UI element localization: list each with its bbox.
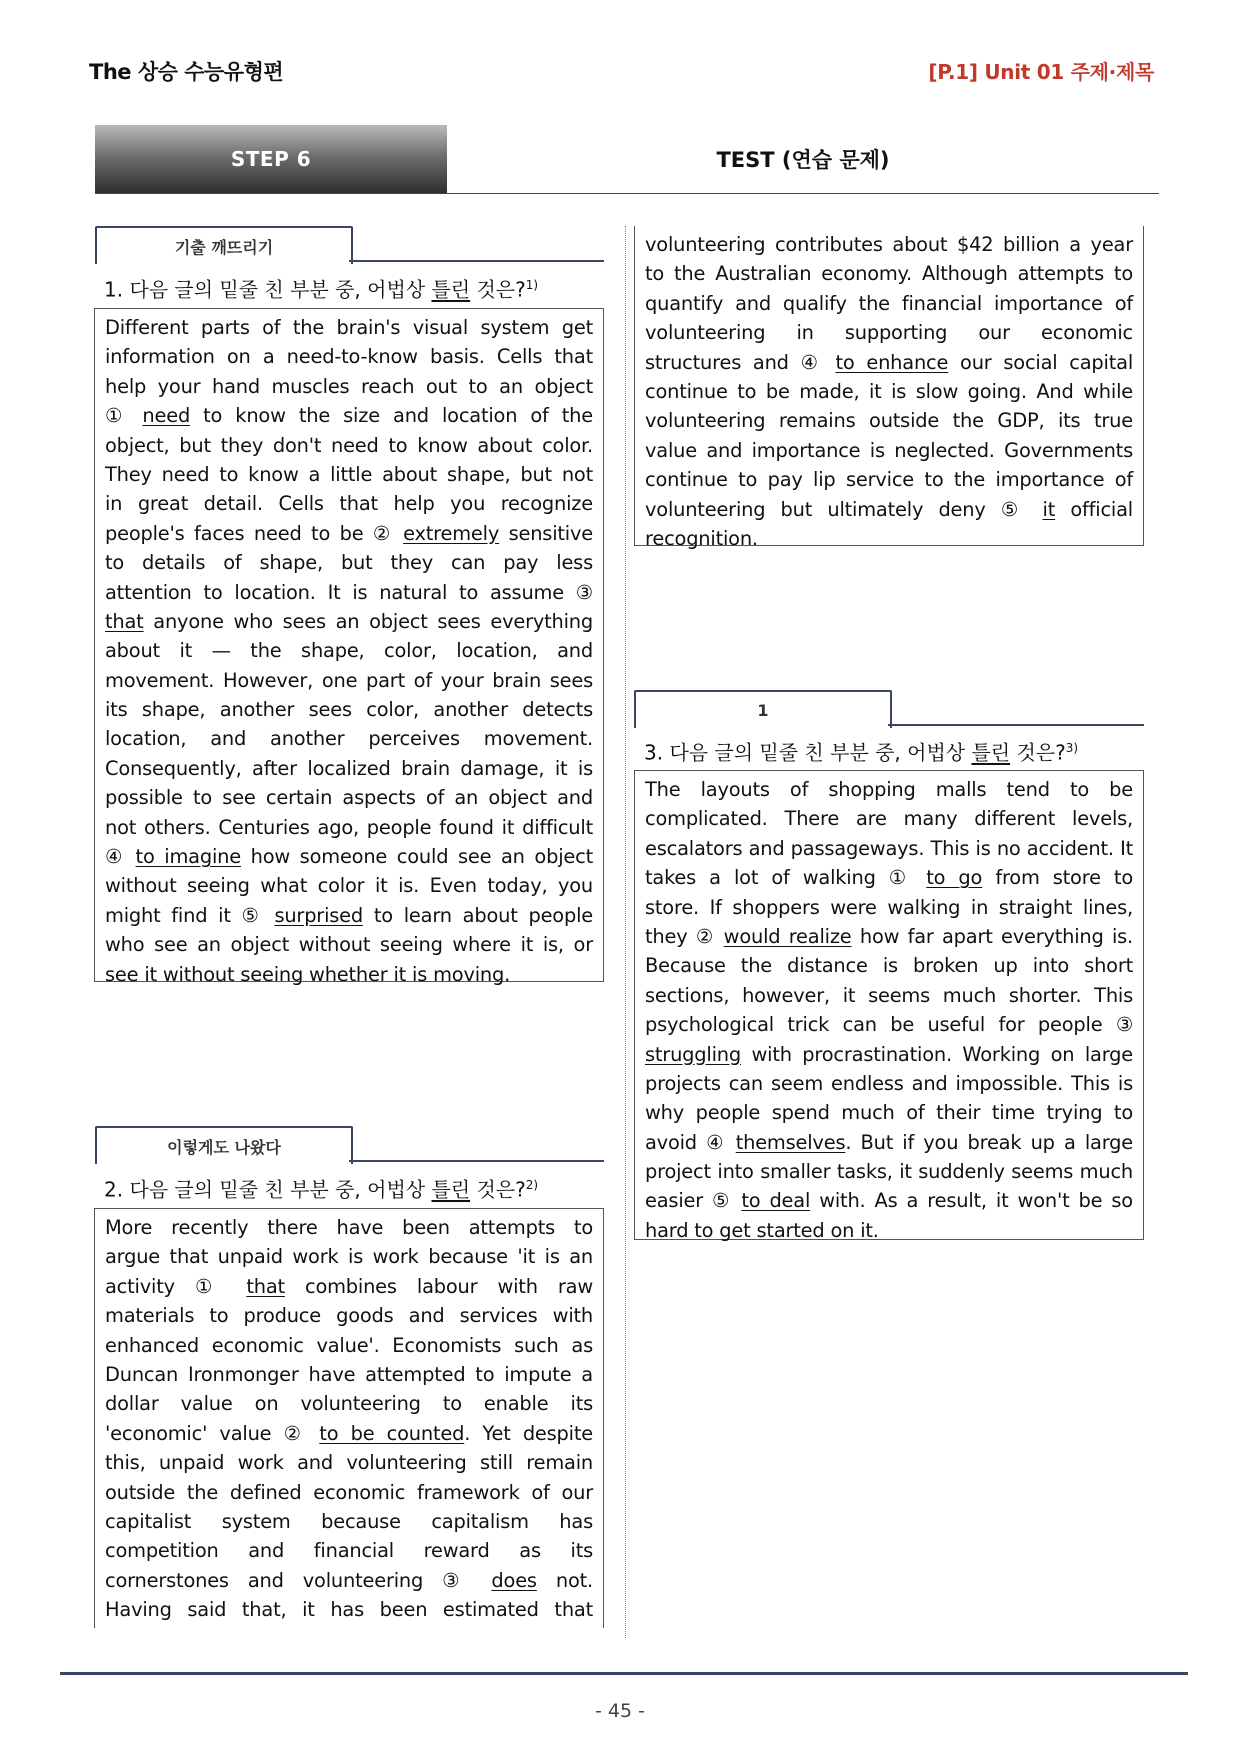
q2-prompt-emphasis: 틀린: [431, 1177, 471, 1202]
passage-line: to details of shape, but they can pay less: [105, 551, 593, 575]
q3-tab-rule: [888, 724, 1144, 726]
passage-line: might find it ⑤ surprised to learn about people: [105, 903, 593, 927]
passage-line: avoid ④ themselves. But if you break up a large: [645, 1130, 1133, 1154]
q1-tab-rule: [349, 260, 604, 262]
passage-line: sections, however, it seems much shorter. This: [645, 983, 1133, 1007]
q3-prompt: [644, 733, 1078, 768]
q2-passage: [94, 1208, 604, 1628]
q2-prompt: [104, 1170, 538, 1205]
passage-line: materials to produce goods and services with: [105, 1304, 593, 1328]
passage-line: structures and ④ to enhance our social capital: [645, 350, 1134, 374]
passage-line: cornerstones and volunteering ③ does not.: [105, 1568, 593, 1592]
q1-passage: [94, 308, 604, 986]
q3-tab: 1: [634, 690, 892, 728]
passage-line: why people spend much of their time trying to: [645, 1101, 1133, 1125]
answer-choice-underline: it: [1042, 497, 1056, 521]
passage-line: escalators and passageways. This is no accident. It: [645, 836, 1133, 860]
q2-passage-continued: [634, 226, 1144, 550]
passage-line: Consequently, after localized brain damage, it is: [105, 756, 593, 780]
test-title: TEST (연습 문제): [716, 148, 890, 172]
passage-line: quantify and qualify the financial importance of: [645, 291, 1133, 315]
passage-line: enhanced economic value'. Economists such as: [105, 1333, 593, 1357]
answer-choice-underline: extremely: [403, 521, 500, 545]
passage-line: psychological trick can be useful for people ③: [645, 1013, 1133, 1037]
passage-line: The layouts of shopping malls tend to be: [645, 778, 1133, 801]
passage-line: More recently there have been attempts to: [105, 1216, 593, 1239]
q3-prompt-suffix: 것은?: [1010, 740, 1066, 765]
passage-line: people's faces need to be ② extremely sensitive: [105, 521, 593, 545]
passage-line: continue to pay lip service to the importance of: [645, 468, 1133, 492]
q3-footnote: 3): [1065, 741, 1079, 755]
passage-line: volunteering but ultimately deny ⑤ it official: [645, 497, 1133, 521]
passage-line: who see an object without seeing where it is, or: [105, 933, 593, 957]
passage-line: attention to location. It is natural to assume ③: [105, 580, 593, 604]
footer-divider: [60, 1672, 1188, 1675]
q3-prompt-emphasis: 틀린: [971, 740, 1011, 765]
q1-prompt-emphasis: 틀린: [431, 277, 471, 302]
passage-line: capitalist system because capitalism has: [105, 1509, 593, 1533]
passage-line: in great detail. Cells that help you recognize: [105, 492, 593, 516]
passage-line: project into smaller tasks, it suddenly seems much: [645, 1160, 1133, 1184]
passage-line: movement. However, one part of your brain sees: [105, 668, 593, 692]
passage-line: easier ⑤ to deal with. As a result, it won't be so: [645, 1189, 1133, 1213]
passage-line: struggling with procrastination. Working on large: [645, 1042, 1133, 1066]
answer-choice-underline: need: [142, 404, 191, 428]
q2-prompt-suffix: 것은?: [470, 1177, 526, 1202]
q3-passage: [634, 770, 1144, 1240]
q1-prompt-suffix: 것은?: [470, 277, 526, 302]
passage-line: its shape, another sees color, another detects: [105, 698, 593, 722]
passage-line: competition and financial reward as its: [105, 1539, 593, 1563]
passage-line: volunteering remains outside the GDP, its true: [645, 409, 1133, 433]
passage-line: dollar value on volunteering to enable its: [105, 1392, 593, 1416]
answer-choice-underline: to be counted: [319, 1421, 465, 1445]
passage-line: Having said that, it has been estimated that: [105, 1598, 593, 1622]
answer-choice-underline: that: [105, 609, 144, 633]
book-title: The 상승 수능유형편: [89, 60, 284, 84]
answer-choice-underline: would realize: [723, 924, 852, 948]
answer-choice-underline: does: [491, 1568, 537, 1592]
passage-line: store. If shoppers were walking in straight lines,: [645, 895, 1133, 919]
answer-choice-underline: struggling: [645, 1042, 741, 1066]
passage-line: outside the defined economic framework of our: [105, 1480, 593, 1504]
passage-line: without seeing what color it is. Even today, you: [105, 874, 593, 898]
q2-footnote: 2): [525, 1178, 539, 1192]
passage-line: 'economic' value ② to be counted. Yet despite: [105, 1421, 593, 1445]
passage-line: about it — the shape, color, location, and: [105, 639, 593, 663]
title-divider: [95, 193, 1159, 194]
passage-line: see it without seeing whether it is moving.: [105, 962, 511, 986]
passage-line: recognition.: [645, 526, 758, 550]
passage-line: takes a lot of walking ① to go from store to: [645, 866, 1133, 890]
column-divider: [625, 226, 626, 1638]
passage-line: Different parts of the brain's visual system get: [105, 316, 593, 339]
passage-line: continue to be made, it is slow going. And while: [645, 379, 1133, 403]
passage-line: information on a need-to-know basis. Cells that: [105, 345, 593, 369]
answer-choice-underline: to enhance: [835, 350, 949, 374]
passage-line: to the Australian economy. Although attempts to: [645, 262, 1133, 286]
passage-line: ① need to know the size and location of the: [105, 404, 593, 428]
passage-line: possible to see certain aspects of an object and: [105, 786, 593, 810]
answer-choice-underline: to deal: [741, 1189, 811, 1213]
passage-line: volunteering contributes about $42 billion a year: [645, 233, 1133, 256]
q2-tab: 이렇게도 나왔다: [95, 1126, 353, 1164]
passage-line: projects can seem endless and impossible. This is: [645, 1071, 1133, 1095]
passage-line: ④ to imagine how someone could see an object: [105, 845, 593, 869]
passage-line: this, unpaid work and volunteering still remain: [105, 1451, 593, 1475]
passage-line: Duncan Ironmonger have attempted to impute a: [105, 1362, 593, 1386]
q1-prompt-text: 1. 다음 글의 밑줄 친 부분 중, 어법상: [104, 277, 432, 302]
passage-line: volunteering in supporting our economic: [645, 321, 1133, 345]
passage-line: object, but they don't need to know about color.: [105, 433, 593, 457]
q3-prompt-text: 3. 다음 글의 밑줄 친 부분 중, 어법상: [644, 740, 972, 765]
passage-line: value and importance is neglected. Governments: [645, 438, 1133, 462]
answer-choice-underline: themselves: [735, 1130, 846, 1154]
q2-prompt-text: 2. 다음 글의 밑줄 친 부분 중, 어법상: [104, 1177, 432, 1202]
passage-line: complicated. There are many different levels,: [645, 807, 1133, 831]
passage-line: They need to know a little about shape, but not: [105, 462, 593, 486]
answer-choice-underline: that: [246, 1274, 285, 1298]
passage-line: argue that unpaid work is work because 'it is an: [105, 1245, 593, 1269]
passage-line: Because the distance is broken up into short: [645, 954, 1133, 978]
answer-choice-underline: to imagine: [135, 845, 241, 869]
passage-line: help your hand muscles reach out to an object: [105, 374, 593, 398]
passage-line: location, and another perceives movement.: [105, 727, 593, 751]
passage-line: activity ① that combines labour with raw: [105, 1274, 593, 1298]
passage-line: not others. Centuries ago, people found it difficult: [105, 815, 593, 839]
q1-tab: 기출 깨뜨리기: [95, 226, 353, 264]
q2-tab-rule: [349, 1160, 604, 1162]
step-badge: STEP 6: [95, 125, 447, 193]
q1-prompt: [104, 270, 538, 305]
answer-choice-underline: to go: [926, 866, 983, 890]
page-number: - 45 -: [595, 1700, 645, 1722]
q1-footnote: 1): [525, 278, 539, 292]
answer-choice-underline: surprised: [274, 903, 364, 927]
passage-line: they ② would realize how far apart everything is.: [645, 924, 1133, 948]
section-label: [P.1] Unit 01 주제·제목: [928, 60, 1154, 84]
passage-line: hard to get started on it.: [645, 1218, 879, 1242]
passage-line: that anyone who sees an object sees everything: [105, 609, 593, 633]
